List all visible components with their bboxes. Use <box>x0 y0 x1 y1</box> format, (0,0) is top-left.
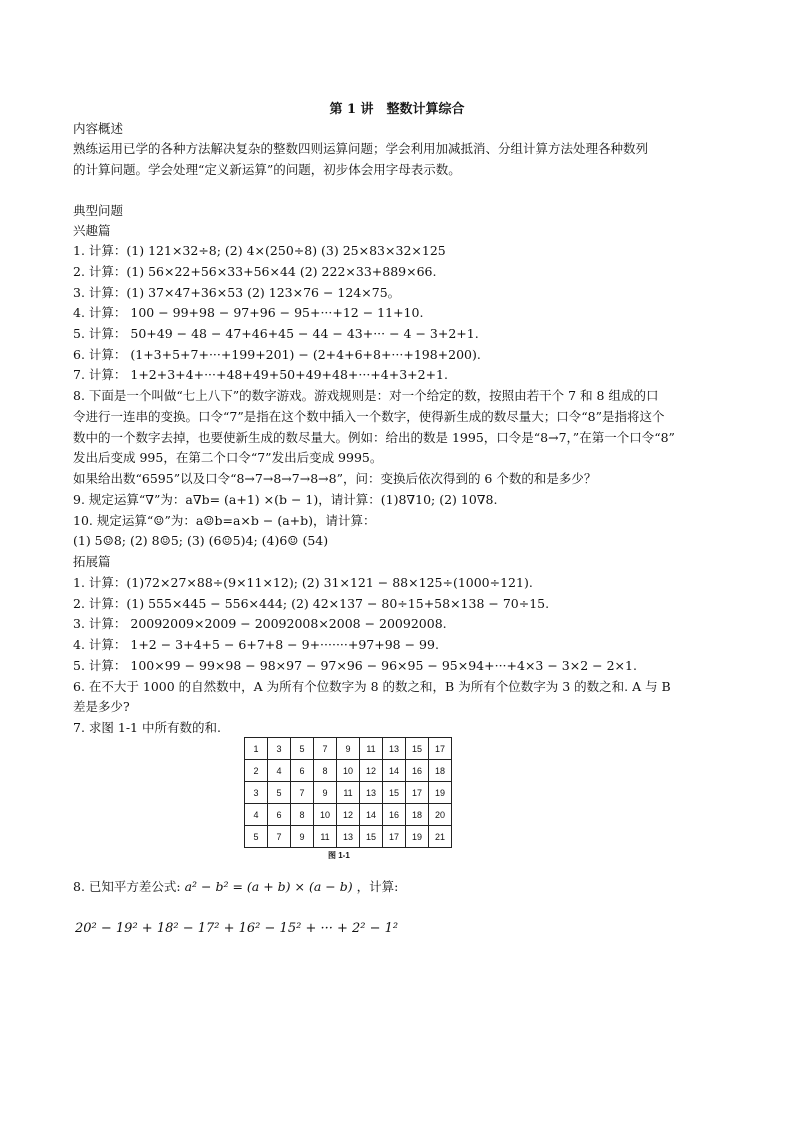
q8-expression: 20² − 19² + 18² − 17² + 16² − 15² + ··· + 2² − 1² <box>75 921 399 936</box>
expand-line: 差是多少? <box>73 699 130 714</box>
grid-caption: 图 1-1 <box>328 851 350 860</box>
interest-line: 如果给出数“6595”以及口令“8→7→8→7→8→8”，问：变换后依次得到的 6 个数的和是多少？ <box>73 471 597 486</box>
grid-cell: 15 <box>406 738 429 760</box>
interest-line: 发出后变成 995，在第二个口令“7”发出后变成 9995。 <box>73 450 383 465</box>
grid-cell: 12 <box>360 760 383 782</box>
grid-cell: 9 <box>337 738 360 760</box>
number-grid <box>244 737 452 848</box>
grid-cell: 9 <box>314 782 337 804</box>
grid-row <box>245 804 452 826</box>
interest-line: 4. 计算： 100 − 99+98 − 97+96 − 95+···+12 − 11+10. <box>73 305 424 320</box>
grid-cell: 16 <box>406 760 429 782</box>
overview-heading: 内容概述 <box>73 121 124 136</box>
grid-cell: 9 <box>291 826 314 848</box>
grid-row <box>245 782 452 804</box>
expand-line: 1. 计算：(1)72×27×88÷(9×11×12); (2) 31×121 − 88×125÷(1000÷121). <box>73 575 533 590</box>
grid-cell: 7 <box>268 826 291 848</box>
q8-label: 8. 已知平方差公式: <box>73 879 181 894</box>
interest-line: 10. 规定运算“☺”为：a☺b=a×b − (a+b)，请计算： <box>73 513 376 528</box>
grid-cell: 18 <box>406 804 429 826</box>
grid-cell: 4 <box>268 760 291 782</box>
interest-line: (1) 5☺8; (2) 8☺5; (3) (6☺5)4; (4)6☺ (54) <box>73 533 329 548</box>
interest-line: 5. 计算： 50+49 − 48 − 47+46+45 − 44 − 43+··· − 4 − 3+2+1. <box>73 326 479 341</box>
expand-line: 3. 计算： 20092009×2009 − 20092008×2008 − 20092008. <box>73 616 447 631</box>
grid-cell: 12 <box>337 804 360 826</box>
grid-cell: 4 <box>245 804 268 826</box>
interest-line: 7. 计算： 1+2+3+4+···+48+49+50+49+48+···+4+3+2+1. <box>73 367 448 382</box>
overview-text-2: 的计算问题。学会处理“定义新运算”的问题，初步体会用字母表示数。 <box>73 162 461 177</box>
q8-tail: ，计算: <box>356 879 399 894</box>
grid-cell: 18 <box>429 760 452 782</box>
grid-cell: 11 <box>360 738 383 760</box>
grid-cell: 8 <box>291 804 314 826</box>
q8-formula: a² − b² = (a + b) × (a − b) <box>184 879 353 894</box>
grid-cell: 2 <box>245 760 268 782</box>
interest-line: 数中的一个数字去掉，也要使新生成的数尽量大。例如：给出的数是 1995，口令是“8→7，”在第一个口令“8” <box>73 430 675 445</box>
grid-cell: 14 <box>360 804 383 826</box>
grid-cell: 14 <box>383 760 406 782</box>
expand-line: 5. 计算： 100×99 − 99×98 − 98×97 − 97×96 − 96×95 − 95×94+···+4×3 − 3×2 − 2×1. <box>73 658 637 673</box>
grid-cell: 17 <box>383 826 406 848</box>
grid-cell: 21 <box>429 826 452 848</box>
grid-row <box>245 738 452 760</box>
grid-cell: 11 <box>337 782 360 804</box>
grid-cell: 7 <box>314 738 337 760</box>
interest-line: 1. 计算：(1) 121×32÷8; (2) 4×(250÷8) (3) 25×83×32×125 <box>73 243 446 258</box>
grid-cell: 6 <box>268 804 291 826</box>
page-title: 第 1 讲 整数计算综合 <box>329 102 465 117</box>
grid-cell: 19 <box>429 782 452 804</box>
grid-cell: 15 <box>383 782 406 804</box>
grid-cell: 17 <box>406 782 429 804</box>
grid-cell: 7 <box>291 782 314 804</box>
expand-line: 7. 求图 1-1 中所有数的和. <box>73 720 221 735</box>
question-8 <box>73 877 733 898</box>
grid-cell: 15 <box>360 826 383 848</box>
interest-line: 8. 下面是一个叫做“七上八下”的数字游戏。游戏规则是：对一个给定的数，按照由若干个 7 和 8 组成的口 <box>73 388 659 403</box>
grid-cell: 6 <box>291 760 314 782</box>
grid-cell: 11 <box>314 826 337 848</box>
grid-cell: 17 <box>429 738 452 760</box>
grid-cell: 3 <box>268 738 291 760</box>
grid-cell: 10 <box>314 804 337 826</box>
grid-cell: 3 <box>245 782 268 804</box>
interest-heading: 兴趣篇 <box>73 223 111 238</box>
expand-line: 4. 计算： 1+2 − 3+4+5 − 6+7+8 − 9+·······+97+98 − 99. <box>73 637 439 652</box>
interest-line: 2. 计算：(1) 56×22+56×33+56×44 (2) 222×33+889×66. <box>73 264 437 279</box>
overview-text-1: 熟练运用已学的各种方法解决复杂的整数四则运算问题；学会利用加减抵消、分组计算方法处理各种数列 <box>73 141 649 156</box>
grid-cell: 13 <box>337 826 360 848</box>
grid-cell: 20 <box>429 804 452 826</box>
expand-line: 6. 在不大于 1000 的自然数中，A 为所有个位数字为 8 的数之和，B 为所有个位数字为 3 的数之和. A 与 B <box>73 679 671 694</box>
grid-cell: 5 <box>291 738 314 760</box>
grid-cell: 13 <box>360 782 383 804</box>
grid-cell: 5 <box>245 826 268 848</box>
typical-heading: 典型问题 <box>73 203 124 218</box>
interest-line: 6. 计算： (1+3+5+7+···+199+201) − (2+4+6+8+···+198+200). <box>73 347 481 362</box>
grid-cell: 19 <box>406 826 429 848</box>
expand-heading: 拓展篇 <box>73 554 111 569</box>
grid-cell: 8 <box>314 760 337 782</box>
grid-cell: 13 <box>383 738 406 760</box>
grid-cell: 5 <box>268 782 291 804</box>
interest-line: 9. 规定运算“∇”为：a∇b= (a+1) ×(b − 1)，请计算：(1)8∇10; (2) 10∇8. <box>73 492 498 507</box>
grid-cell: 1 <box>245 738 268 760</box>
interest-line: 令进行一连串的变换。口令“7”是指在这个数中插入一个数字，使得新生成的数尽量大；口令“8”是指将这个 <box>73 409 665 424</box>
grid-cell: 16 <box>383 804 406 826</box>
grid-cell: 10 <box>337 760 360 782</box>
interest-line: 3. 计算：(1) 37×47+36×53 (2) 123×76 − 124×75。 <box>73 285 401 300</box>
grid-row <box>245 826 452 848</box>
expand-line: 2. 计算：(1) 555×445 − 556×444; (2) 42×137 − 80÷15+58×138 − 70÷15. <box>73 596 550 611</box>
grid-row <box>245 760 452 782</box>
